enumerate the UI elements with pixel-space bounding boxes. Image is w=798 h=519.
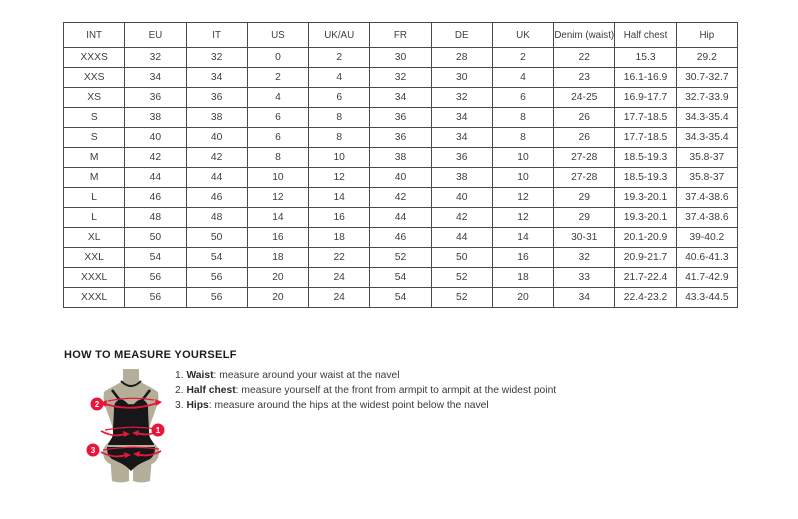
- table-cell: 54: [125, 248, 186, 268]
- table-cell: 36: [370, 128, 431, 148]
- table-cell: 32: [370, 68, 431, 88]
- table-cell: 18: [247, 248, 308, 268]
- table-cell: 2: [492, 48, 553, 68]
- table-cell: 35.8-37: [676, 148, 737, 168]
- table-cell: 50: [186, 228, 247, 248]
- measure-step: [175, 371, 556, 381]
- table-cell: 24-25: [554, 88, 615, 108]
- table-cell: 32.7-33.9: [676, 88, 737, 108]
- table-cell: 48: [186, 208, 247, 228]
- chest-badge-number: 2: [94, 400, 100, 409]
- table-cell: 34: [554, 288, 615, 308]
- measurement-figure: [84, 366, 180, 488]
- table-cell: 26: [554, 128, 615, 148]
- table-cell: 36: [370, 108, 431, 128]
- table-cell: 30: [431, 68, 492, 88]
- size-table-body: [64, 48, 738, 308]
- table-cell: 36: [186, 88, 247, 108]
- table-cell: 29: [554, 188, 615, 208]
- table-cell: 40.6-41.3: [676, 248, 737, 268]
- table-cell: 18.5-19.3: [615, 148, 676, 168]
- table-cell: XXXL: [64, 288, 125, 308]
- table-cell: 10: [492, 148, 553, 168]
- table-cell: 12: [309, 168, 370, 188]
- chest-arrowhead-right: [155, 399, 162, 406]
- measure-section-title: HOW TO MEASURE YOURSELF: [64, 349, 237, 361]
- table-row: [64, 128, 738, 148]
- table-cell: 10: [247, 168, 308, 188]
- measure-step-number: 1.: [175, 370, 187, 381]
- table-cell: 40: [431, 188, 492, 208]
- table-cell: 22: [309, 248, 370, 268]
- table-cell: 38: [431, 168, 492, 188]
- table-cell: 14: [492, 228, 553, 248]
- table-cell: XXXL: [64, 268, 125, 288]
- table-cell: 20: [247, 268, 308, 288]
- table-cell: 22.4-23.2: [615, 288, 676, 308]
- table-cell: 0: [247, 48, 308, 68]
- table-cell: XS: [64, 88, 125, 108]
- column-header: FR: [370, 23, 431, 48]
- table-cell: 8: [492, 128, 553, 148]
- size-conversion-table: [63, 22, 738, 308]
- table-row: [64, 48, 738, 68]
- table-row: [64, 168, 738, 188]
- table-cell: 26: [554, 108, 615, 128]
- table-cell: 42: [125, 148, 186, 168]
- table-cell: XL: [64, 228, 125, 248]
- table-cell: 38: [370, 148, 431, 168]
- table-row: [64, 288, 738, 308]
- column-header: UK: [492, 23, 553, 48]
- table-cell: 16.9-17.7: [615, 88, 676, 108]
- table-cell: 34.3-35.4: [676, 108, 737, 128]
- table-cell: 10: [309, 148, 370, 168]
- table-cell: 37.4-38.6: [676, 188, 737, 208]
- table-cell: 8: [247, 148, 308, 168]
- table-cell: 56: [186, 268, 247, 288]
- table-cell: 28: [431, 48, 492, 68]
- table-cell: 46: [186, 188, 247, 208]
- table-cell: 44: [431, 228, 492, 248]
- table-cell: 30: [370, 48, 431, 68]
- table-cell: 20.9-21.7: [615, 248, 676, 268]
- table-cell: 40: [186, 128, 247, 148]
- table-cell: 12: [492, 188, 553, 208]
- table-row: [64, 268, 738, 288]
- table-cell: 32: [125, 48, 186, 68]
- table-cell: 41.7-42.9: [676, 268, 737, 288]
- table-cell: 6: [247, 128, 308, 148]
- table-row: [64, 88, 738, 108]
- table-cell: 35.8-37: [676, 168, 737, 188]
- table-cell: 52: [431, 288, 492, 308]
- measure-step: [175, 386, 556, 396]
- table-cell: 48: [125, 208, 186, 228]
- table-cell: 56: [186, 288, 247, 308]
- table-cell: 6: [492, 88, 553, 108]
- table-cell: 12: [492, 208, 553, 228]
- table-cell: 42: [370, 188, 431, 208]
- column-header: UK/AU: [309, 23, 370, 48]
- table-cell: 4: [309, 68, 370, 88]
- table-cell: 36: [125, 88, 186, 108]
- table-cell: 16: [309, 208, 370, 228]
- column-header: INT: [64, 23, 125, 48]
- table-cell: 38: [125, 108, 186, 128]
- table-cell: 40: [370, 168, 431, 188]
- size-table-head: [64, 23, 738, 48]
- table-cell: 27-28: [554, 168, 615, 188]
- table-cell: 32: [186, 48, 247, 68]
- table-cell: 50: [125, 228, 186, 248]
- table-cell: 19.3-20.1: [615, 188, 676, 208]
- table-cell: 34.3-35.4: [676, 128, 737, 148]
- table-cell: 21.7-22.4: [615, 268, 676, 288]
- table-cell: 36: [431, 148, 492, 168]
- table-cell: 42: [186, 148, 247, 168]
- measure-step-number: 3.: [175, 400, 187, 411]
- table-row: [64, 68, 738, 88]
- table-cell: 22: [554, 48, 615, 68]
- table-cell: 6: [309, 88, 370, 108]
- table-cell: M: [64, 168, 125, 188]
- table-cell: 8: [309, 128, 370, 148]
- table-cell: XXXS: [64, 48, 125, 68]
- table-cell: 23: [554, 68, 615, 88]
- table-cell: 42: [431, 208, 492, 228]
- table-cell: 17.7-18.5: [615, 108, 676, 128]
- measure-step-text: : measure around your waist at the navel: [213, 370, 400, 381]
- table-cell: 38: [186, 108, 247, 128]
- table-cell: M: [64, 148, 125, 168]
- table-cell: 52: [431, 268, 492, 288]
- table-cell: 14: [247, 208, 308, 228]
- table-row: [64, 228, 738, 248]
- table-cell: 18: [492, 268, 553, 288]
- table-cell: 46: [125, 188, 186, 208]
- table-cell: S: [64, 108, 125, 128]
- table-cell: 54: [370, 288, 431, 308]
- table-cell: 34: [186, 68, 247, 88]
- table-cell: 14: [309, 188, 370, 208]
- column-header: Denim (waist): [554, 23, 615, 48]
- table-cell: 6: [247, 108, 308, 128]
- table-cell: 43.3-44.5: [676, 288, 737, 308]
- column-header: EU: [125, 23, 186, 48]
- table-cell: 54: [186, 248, 247, 268]
- table-cell: 34: [370, 88, 431, 108]
- table-cell: 34: [431, 108, 492, 128]
- table-cell: 20: [492, 288, 553, 308]
- table-cell: S: [64, 128, 125, 148]
- measure-step-label: Hips: [186, 400, 209, 411]
- table-cell: 18: [309, 228, 370, 248]
- table-cell: 32: [431, 88, 492, 108]
- measure-step-text: : measure yourself at the front from armpit to armpit at the widest point: [235, 385, 557, 396]
- table-cell: 34: [125, 68, 186, 88]
- table-cell: 50: [431, 248, 492, 268]
- table-cell: XXL: [64, 248, 125, 268]
- table-cell: 24: [309, 268, 370, 288]
- measure-step: [175, 401, 556, 411]
- table-cell: 16: [492, 248, 553, 268]
- column-header: Hip: [676, 23, 737, 48]
- table-cell: 16: [247, 228, 308, 248]
- column-header: DE: [431, 23, 492, 48]
- measure-step-label: Half chest: [186, 385, 236, 396]
- column-header: IT: [186, 23, 247, 48]
- table-cell: 44: [370, 208, 431, 228]
- table-row: [64, 148, 738, 168]
- table-cell: XXS: [64, 68, 125, 88]
- table-row: [64, 208, 738, 228]
- table-row: [64, 248, 738, 268]
- table-cell: 39-40.2: [676, 228, 737, 248]
- table-cell: 12: [247, 188, 308, 208]
- table-cell: 29: [554, 208, 615, 228]
- table-cell: 33: [554, 268, 615, 288]
- table-cell: 8: [309, 108, 370, 128]
- table-cell: L: [64, 208, 125, 228]
- waist-badge-number: 1: [155, 426, 161, 435]
- table-cell: 30-31: [554, 228, 615, 248]
- table-cell: 54: [370, 268, 431, 288]
- column-header: Half chest: [615, 23, 676, 48]
- table-cell: 8: [492, 108, 553, 128]
- table-cell: 20.1-20.9: [615, 228, 676, 248]
- table-cell: 24: [309, 288, 370, 308]
- size-table-header-row: [64, 23, 738, 48]
- table-cell: 10: [492, 168, 553, 188]
- table-cell: 27-28: [554, 148, 615, 168]
- table-cell: 2: [309, 48, 370, 68]
- table-cell: 34: [431, 128, 492, 148]
- table-cell: 44: [186, 168, 247, 188]
- measure-step-label: Waist: [186, 370, 214, 381]
- table-cell: 46: [370, 228, 431, 248]
- table-cell: 56: [125, 268, 186, 288]
- table-cell: 37.4-38.6: [676, 208, 737, 228]
- table-cell: 20: [247, 288, 308, 308]
- table-cell: 32: [554, 248, 615, 268]
- table-cell: 56: [125, 288, 186, 308]
- table-cell: 16.1-16.9: [615, 68, 676, 88]
- table-cell: 40: [125, 128, 186, 148]
- measure-step-text: : measure around the hips at the widest point below the navel: [208, 400, 489, 411]
- table-cell: 4: [247, 88, 308, 108]
- table-cell: 2: [247, 68, 308, 88]
- hips-badge-number: 3: [90, 446, 96, 455]
- table-cell: 19.3-20.1: [615, 208, 676, 228]
- table-row: [64, 108, 738, 128]
- table-cell: 4: [492, 68, 553, 88]
- measure-steps: [175, 371, 556, 416]
- table-cell: 18.5-19.3: [615, 168, 676, 188]
- table-cell: 15.3: [615, 48, 676, 68]
- table-row: [64, 188, 738, 208]
- column-header: US: [247, 23, 308, 48]
- mannequin-illustration: [84, 366, 180, 488]
- table-cell: 44: [125, 168, 186, 188]
- table-cell: 29.2: [676, 48, 737, 68]
- table-cell: 52: [370, 248, 431, 268]
- measure-step-number: 2.: [175, 385, 187, 396]
- table-cell: 30.7-32.7: [676, 68, 737, 88]
- table-cell: L: [64, 188, 125, 208]
- table-cell: 17.7-18.5: [615, 128, 676, 148]
